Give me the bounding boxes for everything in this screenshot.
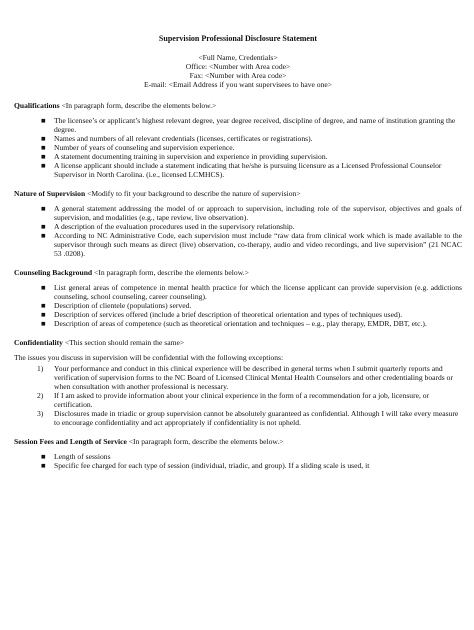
header-office: Office: <Number with Area code>: [185, 62, 291, 71]
list-item: [41, 116, 462, 134]
list-item-text: Length of sessions: [54, 452, 111, 461]
square-bullet-icon: ■: [41, 310, 46, 319]
square-bullet-icon: ■: [41, 301, 46, 310]
counseling-instruction: <In paragraph form, describe the elements below.>: [92, 268, 249, 277]
header-name: <Full Name, Credentials>: [198, 53, 278, 62]
list-item-text: A general statement addressing the model of or approach to supervision, including role of the supervisor, objectives and goals of supervision, and modalities (e.g., tape review, live observation).: [54, 204, 462, 222]
list-item: [37, 409, 462, 427]
list-item: [41, 301, 462, 310]
list-item-text: Number of years of counseling and supervision experience.: [54, 143, 235, 152]
header-fax: Fax: <Number with Area code>: [189, 71, 287, 80]
qualifications-list: [14, 116, 462, 179]
list-item-text: According to NC Administrative Code, each supervision must include “raw data from clinical work which is made available to the supervisor through such means as direct (live) observation, co-therapy, audio and video recordings, and live supervision” (21 NCAC 53 .0208).: [54, 231, 462, 258]
square-bullet-icon: ■: [41, 116, 46, 125]
confidentiality-intro: The issues you discuss in supervision will be confidential with the following exceptions:: [14, 353, 284, 362]
section-counseling-background: [14, 268, 462, 328]
list-item: [41, 310, 462, 319]
confidentiality-exceptions-list: [14, 364, 462, 427]
list-item: [41, 222, 462, 231]
list-item-text: Description of clientele (populations) served.: [54, 301, 192, 310]
nature-heading: [14, 189, 462, 198]
list-item: [37, 391, 462, 409]
list-item-text: A description of the evaluation procedures used in the supervisory relationship.: [54, 222, 295, 231]
qualifications-heading-label: Qualifications: [14, 101, 60, 110]
list-item-number: 1): [37, 364, 44, 373]
list-item-text: Disclosures made in triadic or group supervision cannot be absolutely guaranteed as confidential. Although I will take every measure to encourage confidentiality and act appropriately if confidentiality is not upheld.: [54, 409, 459, 427]
fees-heading-label: Session Fees and Length of Service: [14, 437, 127, 446]
list-item: [41, 452, 462, 461]
confidentiality-heading-label: Confidentiality: [14, 338, 63, 347]
list-item-number: 2): [37, 391, 44, 400]
list-item: [41, 461, 462, 470]
square-bullet-icon: ■: [41, 161, 46, 170]
list-item-text: List general areas of competence in mental health practice for which the license applicant can provide supervision (e.g. addictions counseling, school counseling, career counseling).: [54, 283, 462, 301]
list-item: [41, 152, 462, 161]
list-item-text: If I am asked to provide information about your clinical experience in the form of a recommendation for a job, licensure, or certification.: [54, 391, 430, 409]
document-page: [14, 34, 462, 480]
list-item-text: Names and numbers of all relevant credentials (licenses, certificates or registrations).: [54, 134, 313, 143]
counseling-heading: [14, 268, 462, 277]
square-bullet-icon: ■: [41, 204, 46, 213]
counseling-heading-label: Counseling Background: [14, 268, 93, 277]
list-item-text: Your performance and conduct in this clinical experience will be described in general terms when I submit quarterly reports and verification of supervision forms to the NC Board of Licensed Clinical Mental Health Counselors and other credentialing boards or when consultation with another professional is necessary.: [54, 364, 453, 391]
list-item-text: A license applicant should include a statement indicating that he/she is pursuing licensure as a Licensed Professional Counselor Supervisor in North Carolina. (i.e., licensed LCMHCS).: [54, 161, 442, 179]
fees-instruction: <In paragraph form, describe the elements below.>: [126, 437, 284, 446]
document-title: Supervision Professional Disclosure Statement: [158, 34, 318, 43]
square-bullet-icon: ■: [41, 452, 46, 461]
list-item: [37, 364, 462, 391]
square-bullet-icon: ■: [41, 134, 46, 143]
nature-list: [14, 204, 462, 258]
list-item-text: Description of areas of competence (such as theoretical orientation and techniques – e.g., play therapy, EMDR, DBT, etc.).: [54, 319, 427, 328]
list-item-number: 3): [37, 409, 44, 418]
list-item: [41, 161, 462, 179]
section-qualifications: [14, 101, 462, 179]
fees-heading: [14, 437, 462, 446]
contact-header: [14, 53, 462, 89]
square-bullet-icon: ■: [41, 152, 46, 161]
section-nature-of-supervision: [14, 189, 462, 258]
square-bullet-icon: ■: [41, 319, 46, 328]
nature-instruction: <Modify to fit your background to describe the nature of supervision>: [85, 189, 301, 198]
nature-heading-label: Nature of Supervision: [14, 189, 86, 198]
square-bullet-icon: ■: [41, 231, 46, 240]
list-item: [41, 134, 462, 143]
header-email: E-mail: <Email Address if you want supervisees to have one>: [143, 80, 333, 89]
list-item: [41, 283, 462, 301]
list-item-text: Description of services offered (include a brief description of theoretical orientation and types of techniques used).: [54, 310, 403, 319]
list-item: [41, 143, 462, 152]
list-item-text: The licensee’s or applicant’s highest relevant degree, year degree received, discipline of degree, and name of institution granting the degree.: [54, 116, 456, 134]
square-bullet-icon: ■: [41, 222, 46, 231]
list-item-text: Specific fee charged for each type of session (individual, triadic, and group). If a sliding scale is used, it: [54, 461, 370, 470]
list-item: [41, 231, 462, 258]
qualifications-heading: [14, 101, 462, 110]
list-item-text: A statement documenting training in supervision and experience in providing supervision.: [54, 152, 328, 161]
square-bullet-icon: ■: [41, 283, 46, 292]
qualifications-instruction: <In paragraph form, describe the elements below.>: [59, 101, 217, 110]
section-session-fees: [14, 437, 462, 470]
list-item: [41, 204, 462, 222]
section-confidentiality: [14, 338, 462, 427]
square-bullet-icon: ■: [41, 143, 46, 152]
counseling-list: [14, 283, 462, 328]
square-bullet-icon: ■: [41, 461, 46, 470]
confidentiality-heading: [14, 338, 462, 347]
confidentiality-instruction: <This section should remain the same>: [62, 338, 185, 347]
list-item: [41, 319, 462, 328]
fees-list: [14, 452, 462, 470]
